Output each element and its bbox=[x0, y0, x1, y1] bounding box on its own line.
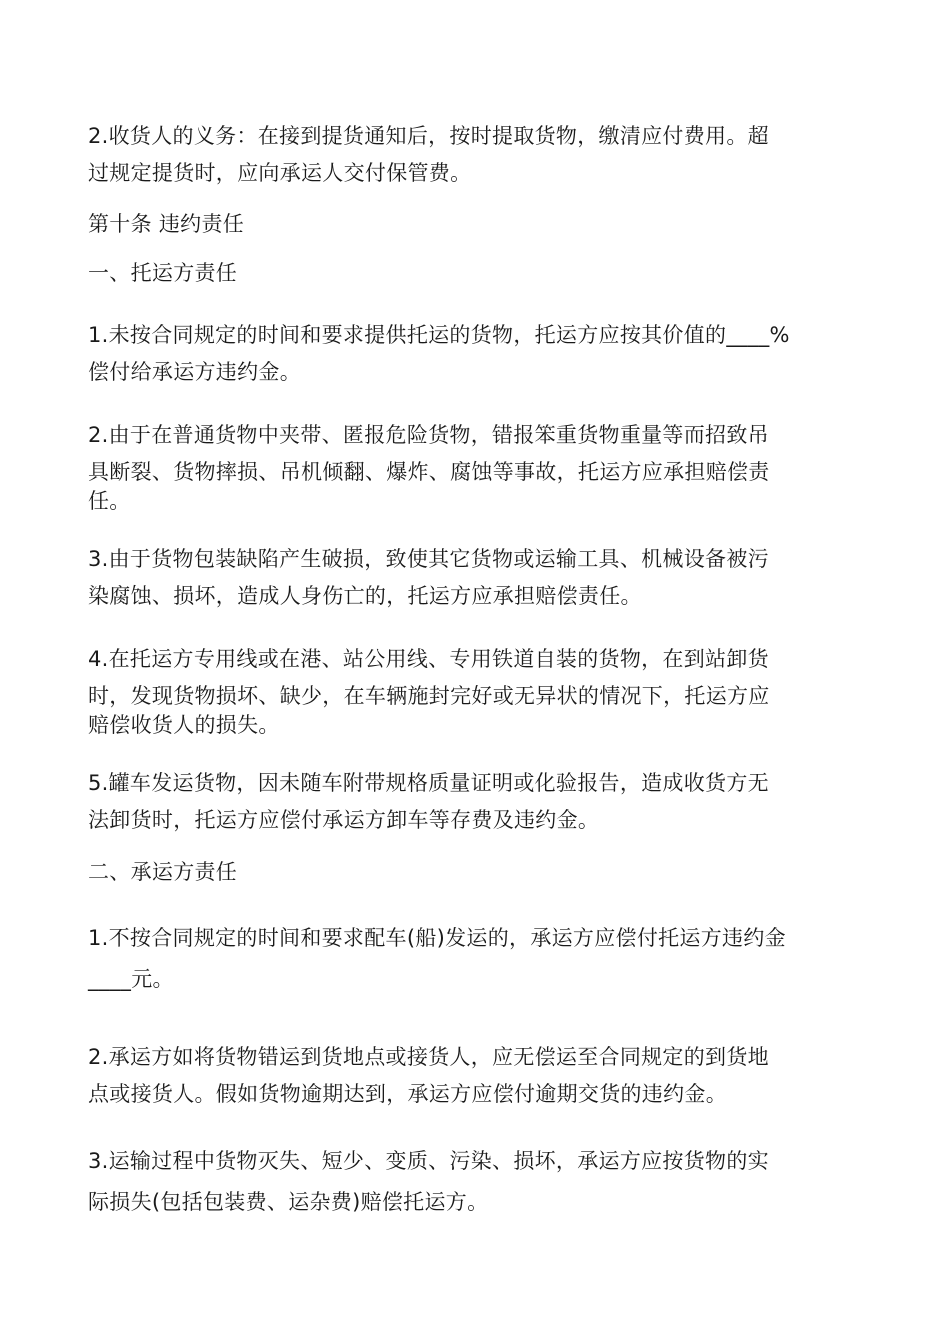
text-line: 二、承运方责任 bbox=[88, 860, 238, 884]
text-line: 3.运输过程中货物灭失、短少、变质、污染、损坏，承运方应按货物的实 bbox=[88, 1149, 769, 1173]
article-heading bbox=[88, 207, 864, 241]
text-line: 点或接货人。假如货物逾期达到，承运方应偿付逾期交货的违约金。 bbox=[88, 1082, 727, 1106]
paragraph-carrier-2 bbox=[88, 1039, 864, 1113]
text-line: 一、托运方责任 bbox=[88, 261, 238, 285]
text-line: 4.在托运方专用线或在港、站公用线、专用铁道自装的货物，在到站卸货 bbox=[88, 647, 769, 671]
paragraph-carrier-1 bbox=[88, 915, 864, 998]
section-heading-shipper bbox=[88, 256, 864, 290]
paragraph-shipper-3 bbox=[88, 541, 864, 615]
text-line: 2.承运方如将货物错运到货地点或接货人，应无偿运至合同规定的到货地 bbox=[88, 1045, 769, 1069]
text-line: 1.不按合同规定的时间和要求配车(船)发运的，承运方应偿付托运方违约金 bbox=[88, 926, 786, 950]
text-line: 任。 bbox=[88, 489, 131, 513]
text-line: 赔偿收货人的损失。 bbox=[88, 713, 280, 737]
paragraph-shipper-5 bbox=[88, 765, 864, 839]
text-line: 具断裂、货物摔损、吊机倾翻、爆炸、腐蚀等事故，托运方应承担赔偿责 bbox=[88, 460, 770, 484]
section-heading-carrier bbox=[88, 855, 864, 889]
text-line: 1.未按合同规定的时间和要求提供托运的货物，托运方应按其价值的____% bbox=[88, 323, 790, 347]
paragraph-shipper-4 bbox=[88, 641, 864, 741]
text-line: 偿付给承运方违约金。 bbox=[88, 360, 301, 384]
text-line: 2.由于在普通货物中夹带、匿报危险货物，错报笨重货物重量等而招致吊 bbox=[88, 423, 769, 447]
text-line: 染腐蚀、损坏，造成人身伤亡的，托运方应承担赔偿责任。 bbox=[88, 584, 642, 608]
text-line: 际损失(包括包装费、运杂费)赔偿托运方。 bbox=[88, 1190, 489, 1214]
text-line: ____元。 bbox=[88, 967, 174, 991]
text-line: 5.罐车发运货物，因未随车附带规格质量证明或化验报告，造成收货方无 bbox=[88, 771, 769, 795]
text-line: 时，发现货物损坏、缺少，在车辆施封完好或无异状的情况下，托运方应 bbox=[88, 684, 770, 708]
paragraph-consignee-duty bbox=[88, 118, 864, 192]
paragraph-shipper-2 bbox=[88, 417, 864, 517]
text-line: 第十条 违约责任 bbox=[88, 212, 245, 236]
text-line: 法卸货时，托运方应偿付承运方卸车等存费及违约金。 bbox=[88, 808, 600, 832]
paragraph-carrier-3 bbox=[88, 1138, 864, 1221]
text-line: 过规定提货时，应向承运人交付保管费。 bbox=[88, 161, 472, 185]
text-line: 2.收货人的义务：在接到提货通知后，按时提取货物，缴清应付费用。超 bbox=[88, 124, 769, 148]
paragraph-shipper-1 bbox=[88, 317, 864, 391]
text-line: 3.由于货物包装缺陷产生破损，致使其它货物或运输工具、机械设备被污 bbox=[88, 547, 769, 571]
